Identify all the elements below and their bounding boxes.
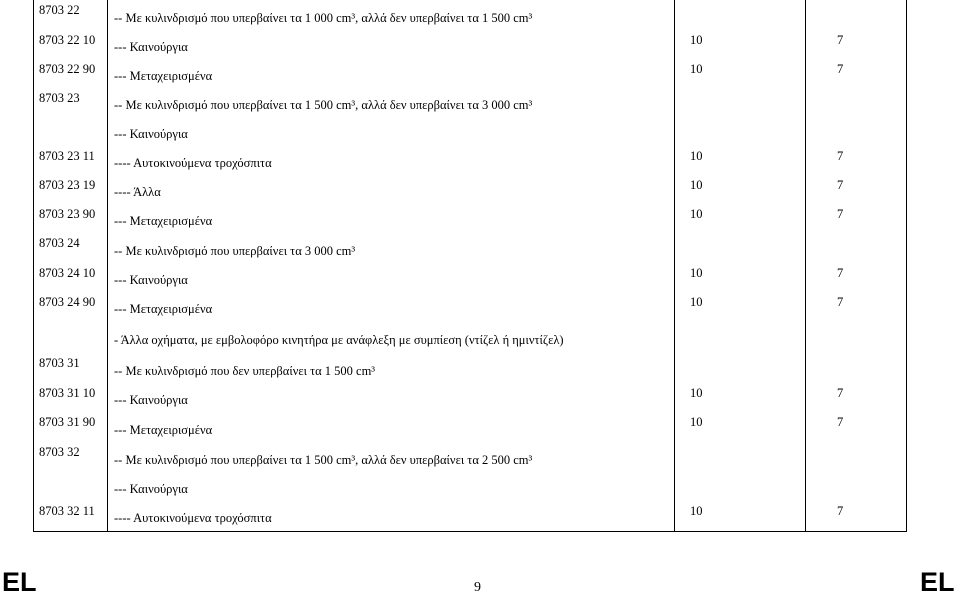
page-number: 9 (474, 580, 481, 595)
staging-category: 7 (837, 295, 844, 309)
footer-language-right: EL (920, 567, 955, 597)
description: -- Με κυλινδρισμό που υπερβαίνει τα 3 000 cm³ (114, 244, 356, 258)
description: --- Καινούργια (114, 40, 188, 54)
cn-code: 8703 32 (39, 445, 80, 459)
description: --- Μεταχειρισμένα (114, 214, 213, 228)
cn-code: 8703 23 19 (39, 178, 96, 192)
description: --- Καινούργια (114, 393, 188, 407)
description: -- Με κυλινδρισμό που δεν υπερβαίνει τα 1 500 cm³ (114, 364, 376, 378)
staging-category: 7 (837, 266, 844, 280)
cn-code: 8703 22 90 (39, 62, 96, 76)
column-divider-code (107, 0, 108, 531)
cn-code: 8703 32 11 (39, 504, 95, 518)
staging-category: 7 (837, 504, 844, 518)
description: --- Καινούργια (114, 127, 188, 141)
duty-rate: 10 (690, 178, 703, 192)
column-divider-description (674, 0, 675, 531)
duty-rate: 10 (690, 504, 703, 518)
description: -- Με κυλινδρισμό που υπερβαίνει τα 1 500 cm³, αλλά δεν υπερβαίνει τα 2 500 cm³ (114, 453, 533, 467)
staging-category: 7 (837, 33, 844, 47)
column-divider-duty (805, 0, 806, 531)
duty-rate: 10 (690, 415, 703, 429)
tariff-table (33, 0, 907, 532)
cn-code: 8703 24 (39, 236, 80, 250)
duty-rate: 10 (690, 266, 703, 280)
description: -- Με κυλινδρισμό που υπερβαίνει τα 1 500 cm³, αλλά δεν υπερβαίνει τα 3 000 cm³ (114, 98, 533, 112)
cn-code: 8703 23 (39, 91, 80, 105)
description: ---- Άλλα (114, 185, 161, 199)
duty-rate: 10 (690, 33, 703, 47)
cn-code: 8703 23 11 (39, 149, 95, 163)
cn-code: 8703 31 (39, 356, 80, 370)
staging-category: 7 (837, 62, 844, 76)
cn-code: 8703 22 10 (39, 33, 96, 47)
duty-rate: 10 (690, 149, 703, 163)
description: --- Μεταχειρισμένα (114, 302, 213, 316)
cn-code: 8703 31 90 (39, 415, 96, 429)
duty-rate: 10 (690, 386, 703, 400)
cn-code: 8703 24 90 (39, 295, 96, 309)
description: - Άλλα οχήματα, με εμβολοφόρο κινητήρα με ανάφλεξη με συμπίεση (ντίζελ ή ημιντίζελ) (114, 333, 564, 347)
description: --- Μεταχειρισμένα (114, 69, 213, 83)
cn-code: 8703 22 (39, 3, 80, 17)
staging-category: 7 (837, 178, 844, 192)
footer-language-left: EL (2, 567, 37, 597)
cn-code: 8703 24 10 (39, 266, 96, 280)
description: -- Με κυλινδρισμό που υπερβαίνει τα 1 000 cm³, αλλά δεν υπερβαίνει τα 1 500 cm³ (114, 11, 533, 25)
description: ---- Αυτοκινούμενα τροχόσπιτα (114, 511, 272, 525)
cn-code: 8703 23 90 (39, 207, 96, 221)
cn-code: 8703 31 10 (39, 386, 96, 400)
duty-rate: 10 (690, 207, 703, 221)
description: ---- Αυτοκινούμενα τροχόσπιτα (114, 156, 272, 170)
description: --- Καινούργια (114, 482, 188, 496)
duty-rate: 10 (690, 62, 703, 76)
staging-category: 7 (837, 149, 844, 163)
description: --- Μεταχειρισμένα (114, 423, 213, 437)
staging-category: 7 (837, 386, 844, 400)
staging-category: 7 (837, 415, 844, 429)
duty-rate: 10 (690, 295, 703, 309)
description: --- Καινούργια (114, 273, 188, 287)
staging-category: 7 (837, 207, 844, 221)
